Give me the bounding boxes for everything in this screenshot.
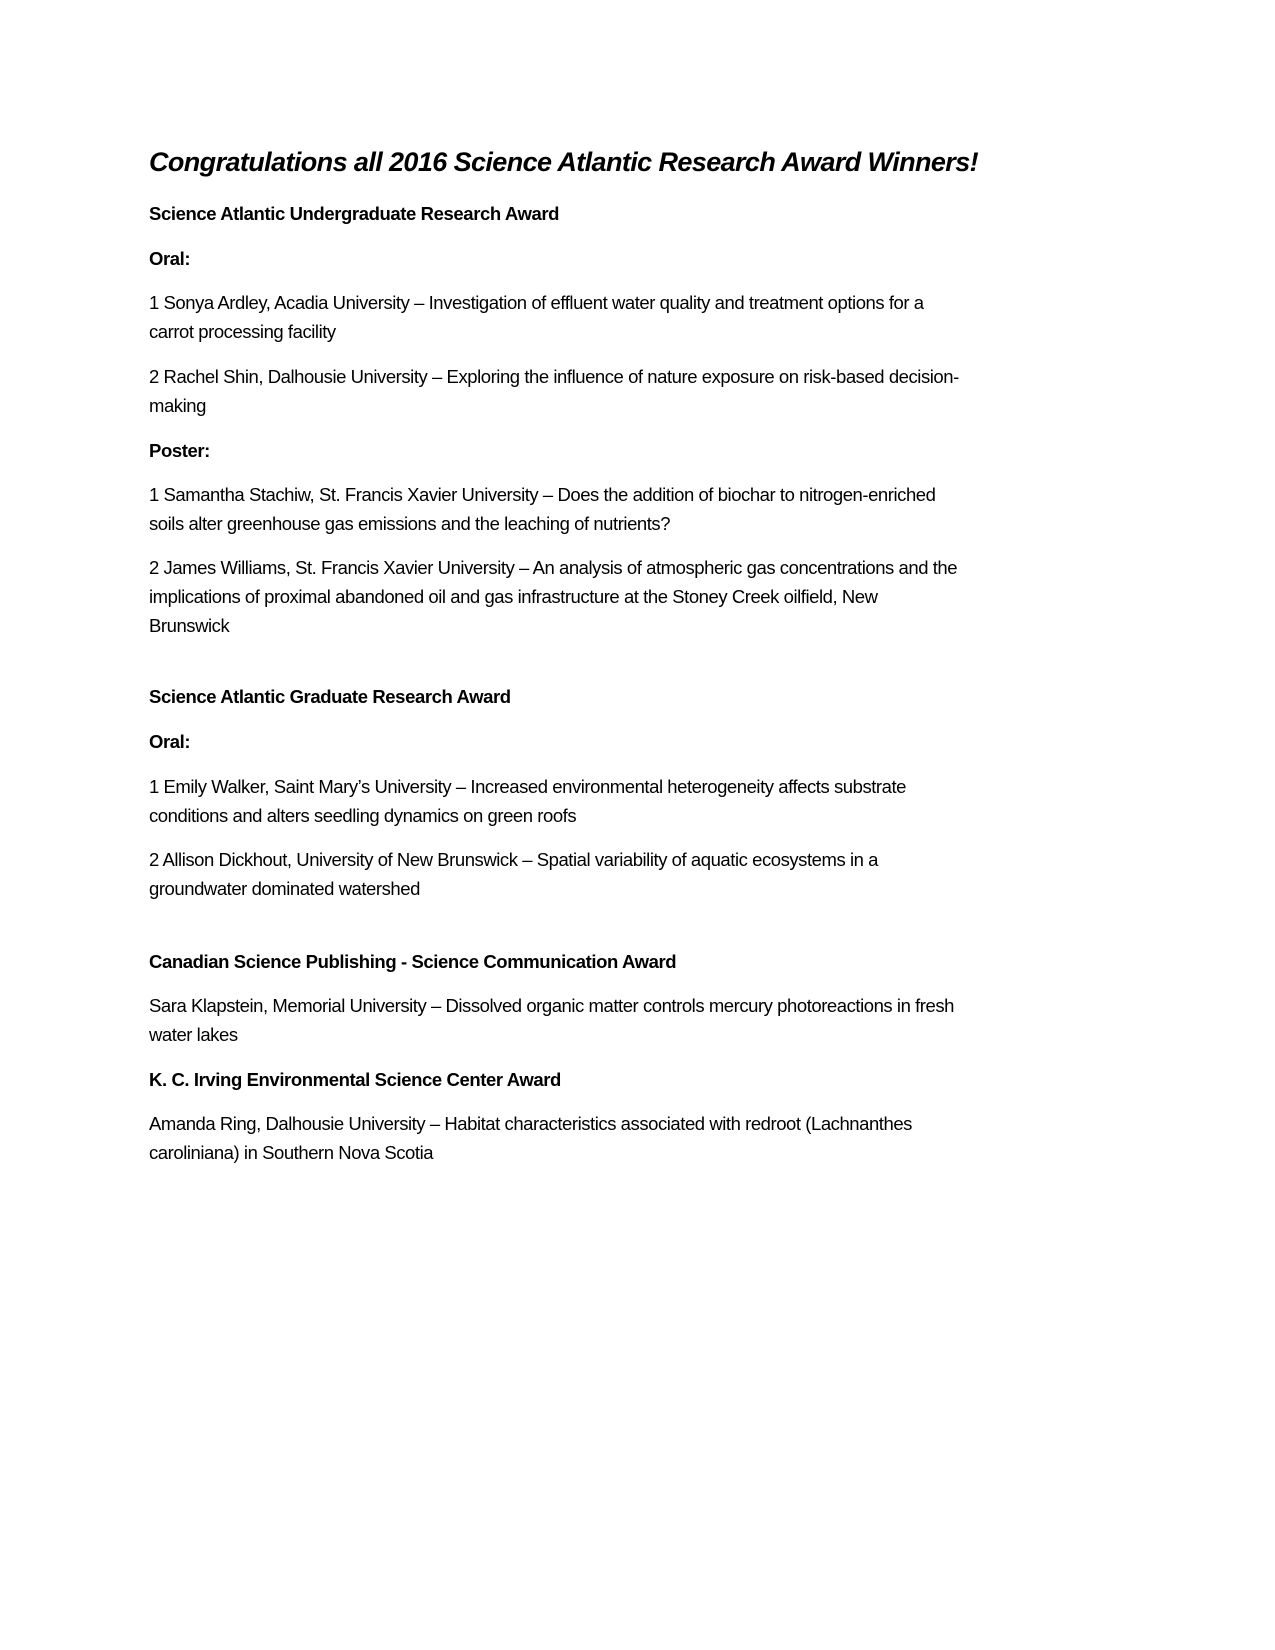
entry-line: implications of proximal abandoned oil and gas infrastructure at the Stoney Creek oilfield, New [149,586,878,607]
entry-line: making [149,395,206,416]
section-heading-kc-irving: K. C. Irving Environmental Science Center Award [149,1069,561,1090]
section-heading-graduate: Science Atlantic Graduate Research Award [149,686,511,707]
section-heading-csp: Canadian Science Publishing - Science Communication Award [149,951,677,972]
subheading-graduate-oral: Oral: [149,731,191,752]
entry-line: groundwater dominated watershed [149,878,420,899]
list-item [149,845,878,903]
section-heading-undergrad: Science Atlantic Undergraduate Research Award [149,203,560,224]
entry-line: 1 Sonya Ardley, Acadia University – Investigation of effluent water quality and treatment options for a [149,292,924,313]
entry-line: 2 Rachel Shin, Dalhousie University – Exploring the influence of nature exposure on risk-based decision- [149,366,959,387]
entry-line: soils alter greenhouse gas emissions and the leaching of nutrients? [149,513,671,534]
subheading-undergrad-poster: Poster: [149,440,210,461]
entry-line: 2 Allison Dickhout, University of New Brunswick – Spatial variability of aquatic ecosystems in a [149,849,878,870]
list-item [149,772,906,830]
list-item [149,553,957,640]
list-item [149,288,924,346]
entry-line: conditions and alters seedling dynamics on green roofs [149,805,577,826]
page-title: Congratulations all 2016 Science Atlantic Research Award Winners! [149,147,979,177]
entry-line: carrot processing facility [149,321,336,342]
list-item [149,480,935,538]
subheading-undergrad-oral: Oral: [149,248,191,269]
list-item [149,362,959,420]
list-item [149,991,954,1049]
entry-line: 1 Samantha Stachiw, St. Francis Xavier University – Does the addition of biochar to nitrogen-enriched [149,484,936,505]
entry-line: Sara Klapstein, Memorial University – Dissolved organic matter controls mercury photoreactions in fresh [149,995,954,1016]
entry-line: Amanda Ring, Dalhousie University – Habitat characteristics associated with redroot (Lachnanthes [149,1113,912,1134]
list-item [149,1109,912,1167]
entry-line: 2 James Williams, St. Francis Xavier University – An analysis of atmospheric gas concentrations and the [149,557,958,578]
entry-line: 1 Emily Walker, Saint Mary’s University – Increased environmental heterogeneity affects substrate [149,776,907,797]
entry-line: caroliniana) in Southern Nova Scotia [149,1142,434,1163]
entry-line: water lakes [149,1024,238,1045]
entry-line: Brunswick [149,615,230,636]
